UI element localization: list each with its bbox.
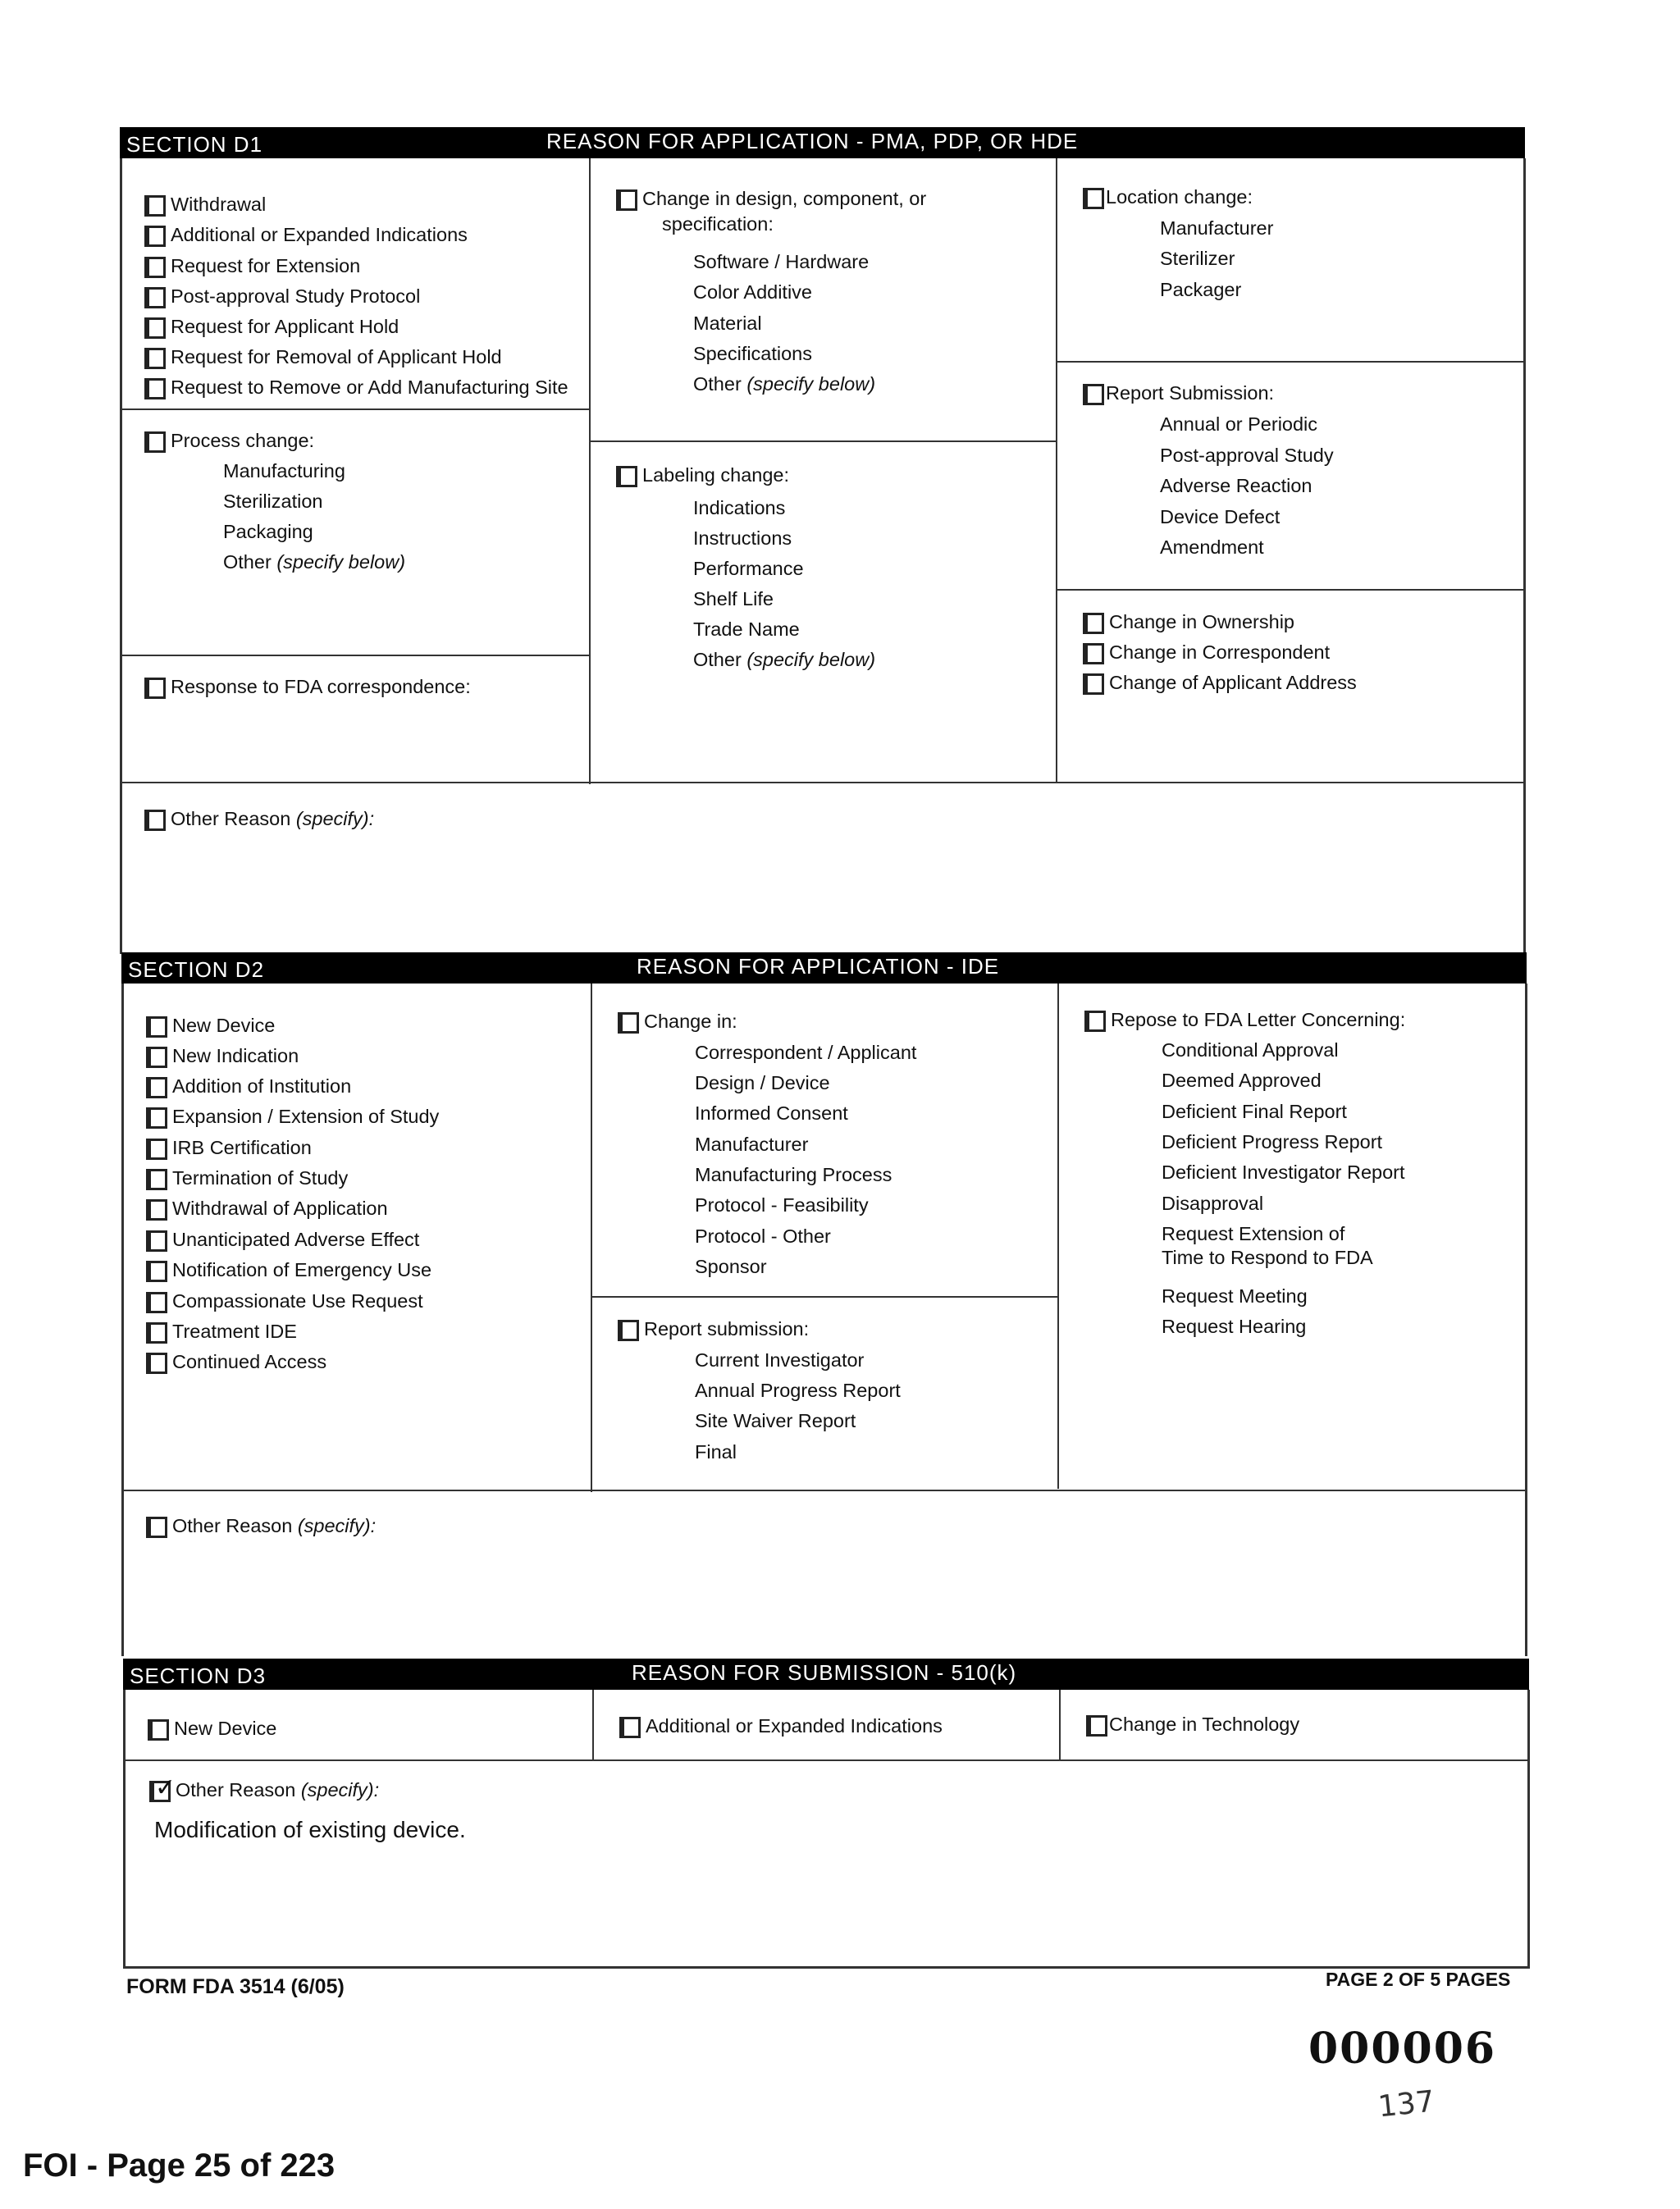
option-label: Unanticipated Adverse Effect <box>172 1229 420 1250</box>
option-label: Notification of Emergency Use <box>172 1259 432 1280</box>
d2-other-reason[interactable] <box>146 1514 376 1538</box>
d1-process-sub: Manufacturing <box>223 460 345 482</box>
d3-divider-2 <box>1059 1690 1061 1760</box>
d2-repose-sub: Deemed Approved <box>1162 1070 1322 1091</box>
d1-process-sub: Sterilization <box>223 491 323 512</box>
option-label: Request for Extension <box>171 255 361 276</box>
section-d3-title: REASON FOR SUBMISSION - 510(k) <box>632 1660 1017 1685</box>
checkbox[interactable] <box>1083 613 1104 634</box>
d2-change-sub: Manufacturing Process <box>695 1164 892 1185</box>
checkbox[interactable] <box>144 257 166 278</box>
option-label: New Device <box>172 1015 276 1036</box>
option-label: Repose to FDA Letter Concerning: <box>1111 1009 1406 1030</box>
d1-labeling-change[interactable] <box>616 463 789 487</box>
option-label: Additional or Expanded Indications <box>646 1715 943 1737</box>
d1-col3-divider-a <box>1056 361 1525 363</box>
d2-divider-1 <box>591 984 592 1492</box>
checkbox[interactable] <box>144 431 166 453</box>
d2-change-in[interactable] <box>618 1010 737 1034</box>
d1-labeling-sub-other <box>693 648 875 671</box>
d2-repose-sub: Deficient Final Report <box>1162 1101 1347 1122</box>
d2-option[interactable] <box>146 1014 275 1038</box>
handwritten-annotation: 137 <box>1376 2084 1436 2125</box>
d1-process-sub-other <box>223 550 405 573</box>
option-label: Process change: <box>171 430 315 451</box>
checkbox[interactable] <box>146 1169 167 1190</box>
checkbox[interactable] <box>146 1077 167 1098</box>
option-label: Request for Applicant Hold <box>171 316 399 337</box>
page-indicator: PAGE 2 OF 5 PAGES <box>1326 1969 1511 1990</box>
d1-labeling-sub: Trade Name <box>693 618 800 640</box>
d1-left-border <box>120 158 122 954</box>
d3-additional-indications[interactable] <box>619 1714 943 1738</box>
section-d1-label: SECTION D1 <box>126 132 263 157</box>
d3-mid-divider <box>123 1759 1529 1761</box>
checkbox[interactable] <box>1083 643 1104 664</box>
d2-divider-2 <box>1057 984 1059 1489</box>
specify-label: (specify): <box>300 1779 380 1801</box>
d1-other-reason[interactable] <box>144 807 374 831</box>
d1-change-correspondent[interactable] <box>1083 641 1330 664</box>
option-label: Other Reason <box>176 1779 296 1801</box>
option-label: Request for Removal of Applicant Hold <box>171 346 502 367</box>
d3-new-device[interactable] <box>148 1717 276 1741</box>
checkbox[interactable] <box>144 195 166 217</box>
option-label: Response to FDA correspondence: <box>171 676 471 697</box>
d3-right-border <box>1527 1690 1530 1969</box>
option-label: Report Submission: <box>1106 382 1275 404</box>
checkbox[interactable] <box>144 226 166 247</box>
d1-col1-divider-a <box>120 408 590 410</box>
checkbox-checked[interactable] <box>149 1773 176 1802</box>
option-label: Request to Remove or Add Manufacturing Site <box>171 377 568 398</box>
d2-repose-fda-letter[interactable] <box>1084 1008 1405 1032</box>
d1-design-sub: Specifications <box>693 343 812 364</box>
d2-col2-divider <box>591 1296 1058 1298</box>
d2-bottom-divider <box>121 1490 1527 1491</box>
d2-repose-sub: Time to Respond to FDA <box>1162 1247 1373 1268</box>
d2-report-submission[interactable] <box>618 1317 809 1341</box>
bates-stamp-number: 000006 <box>1308 2024 1497 2074</box>
d2-left-border <box>121 984 124 1656</box>
d1-option-request-extension[interactable] <box>144 254 360 278</box>
d2-change-sub: Design / Device <box>695 1072 830 1093</box>
d2-report-sub: Site Waiver Report <box>695 1410 856 1431</box>
d3-divider-1 <box>592 1690 594 1760</box>
checkbox[interactable] <box>1086 1715 1107 1737</box>
option-label: Report submission: <box>644 1318 810 1340</box>
sub-label: Other <box>693 649 742 670</box>
option-label: Additional or Expanded Indications <box>171 224 468 245</box>
d1-location-sub: Packager <box>1160 279 1242 300</box>
d2-change-sub: Sponsor <box>695 1256 767 1277</box>
d1-option-manufacturing-site[interactable] <box>144 376 568 399</box>
foi-page-label: FOI - Page 25 of 223 <box>23 2147 336 2184</box>
d1-labeling-sub: Shelf Life <box>693 588 774 609</box>
d2-repose-sub: Request Meeting <box>1162 1285 1308 1307</box>
d1-location-change[interactable] <box>1083 185 1253 209</box>
checkbox[interactable] <box>616 466 637 487</box>
option-label: Addition of Institution <box>172 1075 352 1097</box>
d2-change-sub: Manufacturer <box>695 1134 809 1155</box>
d1-report-sub: Device Defect <box>1160 506 1281 527</box>
option-label: Treatment IDE <box>172 1321 297 1342</box>
sub-label: Other <box>693 373 742 395</box>
checkbox[interactable] <box>144 378 166 399</box>
d1-option-withdrawal[interactable] <box>144 193 266 217</box>
option-label: Location change: <box>1106 186 1253 208</box>
option-label: New Indication <box>172 1045 299 1066</box>
option-label: Continued Access <box>172 1351 327 1372</box>
d1-option-post-approval-protocol[interactable] <box>144 285 420 308</box>
sub-label: Other <box>223 551 272 573</box>
option-label: Compassionate Use Request <box>172 1290 423 1312</box>
specify-below: (specify below) <box>276 551 406 573</box>
checkbox[interactable] <box>146 1292 167 1313</box>
checkbox[interactable] <box>146 1016 167 1038</box>
d1-option-applicant-hold[interactable] <box>144 315 399 339</box>
section-d2-title: REASON FOR APPLICATION - IDE <box>637 954 1000 979</box>
option-label: Change in design, component, or <box>642 188 927 209</box>
d2-option[interactable] <box>146 1044 299 1068</box>
d1-labeling-sub: Indications <box>693 497 786 518</box>
d3-other-reason[interactable] <box>149 1773 380 1802</box>
d1-location-sub: Sterilizer <box>1160 248 1235 269</box>
section-d2-header <box>121 952 1527 984</box>
checkbox[interactable] <box>144 287 166 308</box>
checkbox[interactable] <box>1083 673 1104 695</box>
d2-right-border <box>1525 984 1527 1656</box>
checkbox[interactable] <box>146 1353 167 1374</box>
d3-bottom-border <box>123 1966 1530 1969</box>
d2-repose-sub: Deficient Investigator Report <box>1162 1162 1405 1183</box>
d2-repose-sub: Request Extension of <box>1162 1223 1345 1244</box>
d1-divider-1 <box>589 158 591 784</box>
d1-report-sub: Annual or Periodic <box>1160 413 1318 435</box>
d1-report-sub: Adverse Reaction <box>1160 475 1312 496</box>
option-label: Expansion / Extension of Study <box>172 1106 440 1127</box>
d2-report-sub: Current Investigator <box>695 1349 865 1371</box>
option-label: Withdrawal of Application <box>172 1198 388 1219</box>
d1-design-sub: Color Additive <box>693 281 812 303</box>
d2-report-sub: Annual Progress Report <box>695 1380 901 1401</box>
d1-design-sub: Material <box>693 313 762 334</box>
d2-option[interactable] <box>146 1136 312 1160</box>
option-label: Change in Technology <box>1109 1714 1300 1735</box>
checkbox[interactable] <box>618 1320 639 1341</box>
d2-option[interactable] <box>146 1075 351 1098</box>
d1-labeling-sub: Instructions <box>693 527 792 549</box>
specify-below: (specify below) <box>746 649 876 670</box>
d1-design-change[interactable] <box>616 187 926 211</box>
checkbox[interactable] <box>144 678 166 699</box>
checkbox[interactable] <box>618 1012 639 1034</box>
checkbox[interactable] <box>148 1719 169 1741</box>
checkbox[interactable] <box>1084 1011 1106 1032</box>
option-label: Labeling change: <box>642 464 790 486</box>
option-label: Change in Ownership <box>1109 611 1294 632</box>
d1-labeling-sub: Performance <box>693 558 804 579</box>
specify-label: (specify): <box>295 808 375 829</box>
d1-location-sub: Manufacturer <box>1160 217 1274 239</box>
d1-response-fda[interactable] <box>144 675 471 699</box>
checkbox[interactable] <box>146 1261 167 1282</box>
d1-option-additional-indications[interactable] <box>144 223 468 247</box>
d2-option[interactable] <box>146 1289 423 1313</box>
option-label: Change of Applicant Address <box>1109 672 1357 693</box>
section-d2-label: SECTION D2 <box>128 957 265 982</box>
d1-divider-2 <box>1056 158 1057 782</box>
d1-design-label-2: specification: <box>662 213 774 235</box>
d1-right-border <box>1523 158 1526 954</box>
d2-repose-sub: Conditional Approval <box>1162 1039 1339 1061</box>
section-d1-title: REASON FOR APPLICATION - PMA, PDP, OR HDE <box>546 129 1079 153</box>
checkbox[interactable] <box>144 810 166 831</box>
d2-change-sub: Informed Consent <box>695 1102 848 1124</box>
d2-change-sub: Correspondent / Applicant <box>695 1042 917 1063</box>
checkbox[interactable] <box>146 1517 167 1538</box>
checkbox[interactable] <box>144 317 166 339</box>
checkbox[interactable] <box>146 1322 167 1344</box>
d2-option[interactable] <box>146 1258 431 1282</box>
d2-option[interactable] <box>146 1197 388 1221</box>
d2-option[interactable] <box>146 1166 348 1190</box>
d2-option[interactable] <box>146 1105 439 1129</box>
specify-label: (specify): <box>297 1515 377 1536</box>
d3-change-technology[interactable] <box>1086 1713 1299 1737</box>
d2-report-sub: Final <box>695 1441 737 1463</box>
d1-change-address[interactable] <box>1083 671 1357 695</box>
option-label: Change in Correspondent <box>1109 641 1331 663</box>
option-label: New Device <box>174 1718 277 1739</box>
checkmark-icon: ✓ <box>155 1773 176 1801</box>
specify-below: (specify below) <box>746 373 876 395</box>
checkbox[interactable] <box>146 1139 167 1160</box>
d3-left-border <box>123 1690 126 1969</box>
checkbox[interactable] <box>1083 188 1104 209</box>
section-d3-header <box>123 1659 1529 1690</box>
option-label: Change in: <box>644 1011 737 1032</box>
d2-change-sub: Protocol - Feasibility <box>695 1194 869 1216</box>
d2-repose-sub: Disapproval <box>1162 1193 1264 1214</box>
d1-col2-divider <box>589 440 1057 442</box>
d1-option-removal-hold[interactable] <box>144 345 502 369</box>
d3-other-reason-text[interactable]: Modification of existing device. <box>154 1817 466 1842</box>
checkbox[interactable] <box>144 348 166 369</box>
d1-report-sub: Post-approval Study <box>1160 445 1334 466</box>
checkbox[interactable] <box>146 1230 167 1252</box>
d1-bottom-divider <box>120 782 1525 783</box>
d1-col1-divider-b <box>120 655 590 656</box>
d2-option[interactable] <box>146 1320 297 1344</box>
option-label: IRB Certification <box>172 1137 312 1158</box>
d2-repose-sub: Deficient Progress Report <box>1162 1131 1383 1152</box>
checkbox[interactable] <box>619 1717 641 1738</box>
form-number: FORM FDA 3514 (6/05) <box>126 1975 345 1998</box>
checkbox[interactable] <box>146 1107 167 1129</box>
d1-design-sub: Software / Hardware <box>693 251 870 272</box>
option-label: Withdrawal <box>171 194 267 215</box>
checkbox[interactable] <box>146 1047 167 1068</box>
option-label: Other Reason <box>172 1515 293 1536</box>
checkbox[interactable] <box>146 1199 167 1221</box>
d2-option[interactable] <box>146 1350 326 1374</box>
d1-report-submission[interactable] <box>1083 381 1274 405</box>
option-label: Other Reason <box>171 808 291 829</box>
d1-process-sub: Packaging <box>223 521 313 542</box>
section-d3-label: SECTION D3 <box>130 1664 267 1688</box>
d1-change-ownership[interactable] <box>1083 610 1294 634</box>
d2-repose-sub: Request Hearing <box>1162 1316 1307 1337</box>
checkbox[interactable] <box>616 189 637 211</box>
d1-design-sub-other <box>693 372 875 395</box>
d1-report-sub: Amendment <box>1160 536 1264 558</box>
d2-option[interactable] <box>146 1228 419 1252</box>
checkbox[interactable] <box>1083 384 1104 405</box>
d2-change-sub: Protocol - Other <box>695 1225 831 1247</box>
d1-col3-divider-b <box>1056 589 1525 591</box>
section-d1-header <box>120 127 1525 158</box>
option-label: Termination of Study <box>172 1167 349 1189</box>
option-label: Post-approval Study Protocol <box>171 285 421 307</box>
d1-process-change[interactable] <box>144 429 314 453</box>
